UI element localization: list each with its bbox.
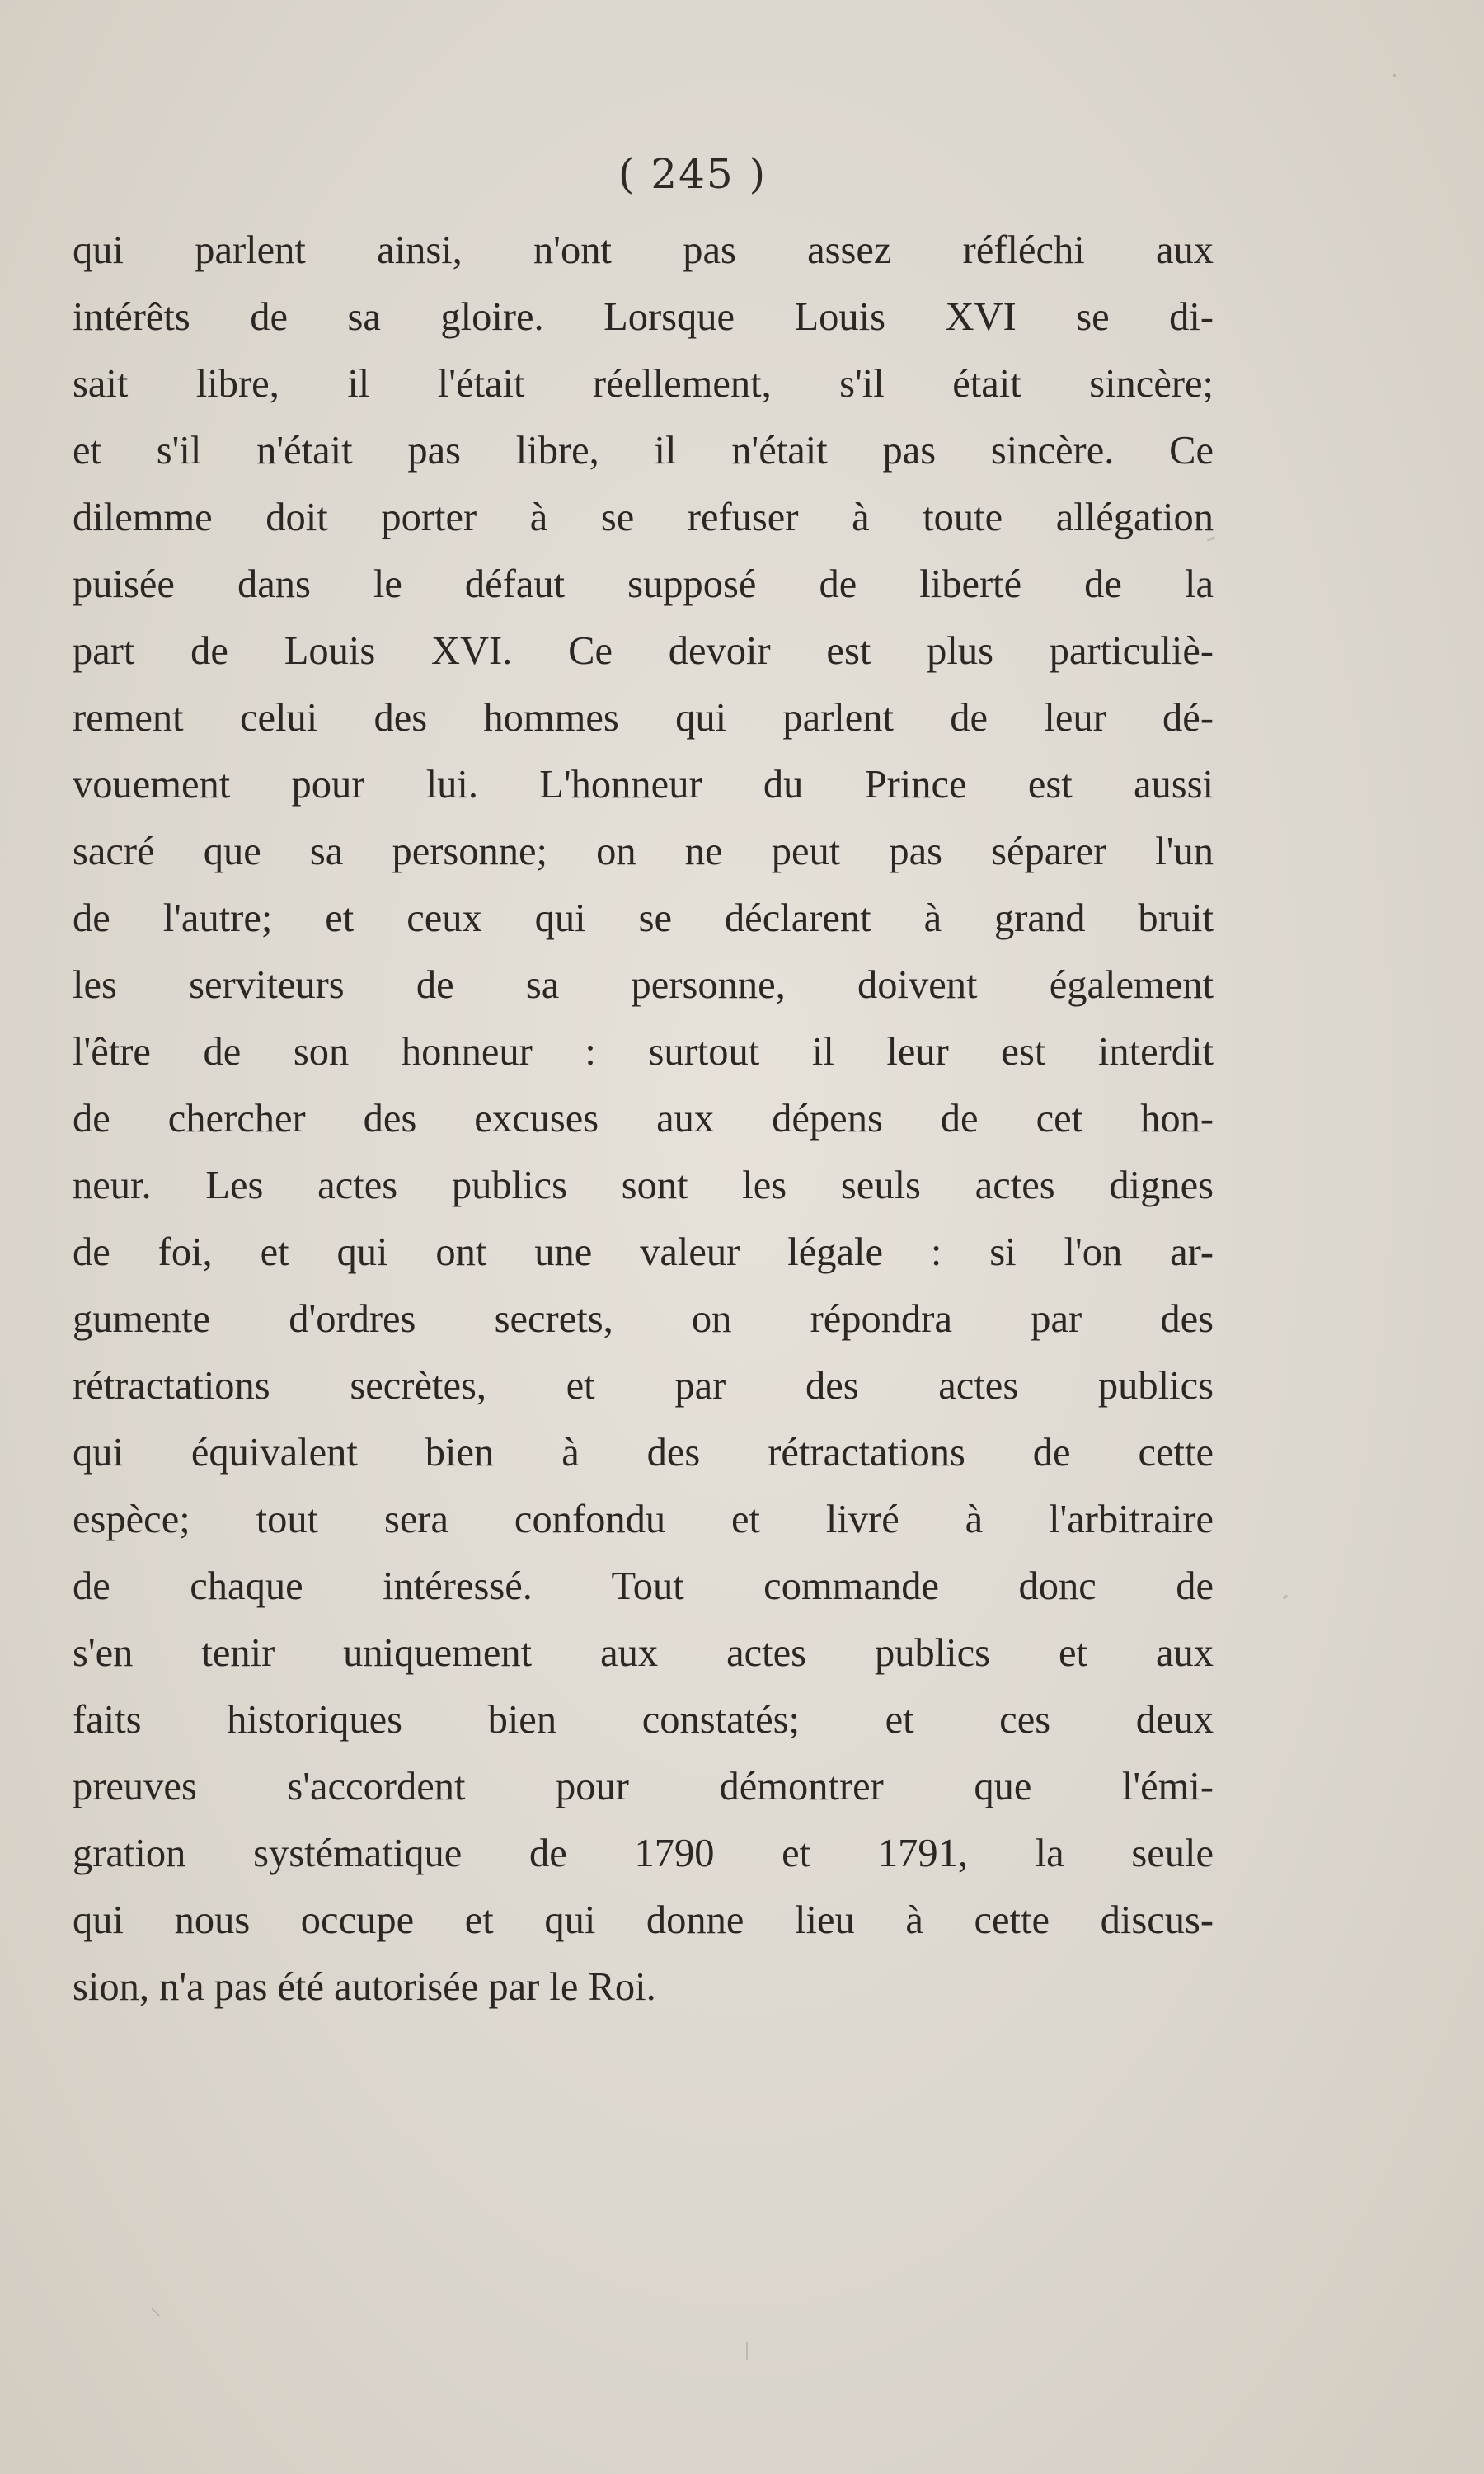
text-line: sait libre, il l'était réellement, s'il était sincère; xyxy=(73,362,1214,406)
text-line: espèce; tout sera confondu et livré à l'arbitraire xyxy=(73,1498,1214,1541)
text-line: sacré que sa personne; on ne peut pas séparer l'un xyxy=(73,830,1214,873)
paper-speck xyxy=(746,2342,748,2360)
text-line: preuves s'accordent pour démontrer que l'émi- xyxy=(73,1765,1214,1808)
text-line: de l'autre; et ceux qui se déclarent à grand bruit xyxy=(73,896,1214,940)
text-line: qui équivalent bien à des rétractations de cette xyxy=(73,1431,1214,1475)
body-text xyxy=(73,217,1214,2020)
text-line: qui nous occupe et qui donne lieu à cette discus- xyxy=(73,1898,1214,1942)
text-line: faits historiques bien constatés; et ces deux xyxy=(73,1698,1214,1742)
paper-speck xyxy=(1283,1594,1289,1599)
paper-speck xyxy=(151,2307,160,2316)
text-line: et s'il n'était pas libre, il n'était pas sincère. Ce xyxy=(73,429,1214,473)
text-line: de foi, et qui ont une valeur légale : si l'on ar- xyxy=(73,1230,1214,1274)
text-line: part de Louis XVI. Ce devoir est plus particuliè- xyxy=(73,629,1214,673)
text-line-last: sion, n'a pas été autorisée par le Roi. xyxy=(73,1965,656,2009)
text-line: vouement pour lui. L'honneur du Prince est aussi xyxy=(73,763,1214,807)
text-line: les serviteurs de sa personne, doivent également xyxy=(73,963,1214,1007)
text-line: puisée dans le défaut supposé de liberté de la xyxy=(73,562,1214,606)
text-line: rétractations secrètes, et par des actes publics xyxy=(73,1364,1214,1408)
text-line: dilemme doit porter à se refuser à toute allégation xyxy=(73,496,1214,539)
page-number: ( 245 ) xyxy=(618,150,768,198)
text-line: de chercher des excuses aux dépens de cet hon- xyxy=(73,1097,1214,1141)
paper-speck xyxy=(1393,74,1396,77)
text-line: gration systématique de 1790 et 1791, la seule xyxy=(73,1832,1214,1875)
text-line: s'en tenir uniquement aux actes publics et aux xyxy=(73,1631,1214,1675)
text-line: rement celui des hommes qui parlent de leur dé- xyxy=(73,696,1214,740)
text-line: neur. Les actes publics sont les seuls actes dignes xyxy=(73,1164,1214,1207)
text-line: gumente d'ordres secrets, on répondra par des xyxy=(73,1297,1214,1341)
text-line: de chaque intéressé. Tout commande donc de xyxy=(73,1564,1214,1608)
text-line: l'être de son honneur : surtout il leur est interdit xyxy=(73,1030,1214,1074)
text-line: intérêts de sa gloire. Lorsque Louis XVI se di- xyxy=(73,295,1214,339)
text-line: qui parlent ainsi, n'ont pas assez réfléchi aux xyxy=(73,228,1214,272)
